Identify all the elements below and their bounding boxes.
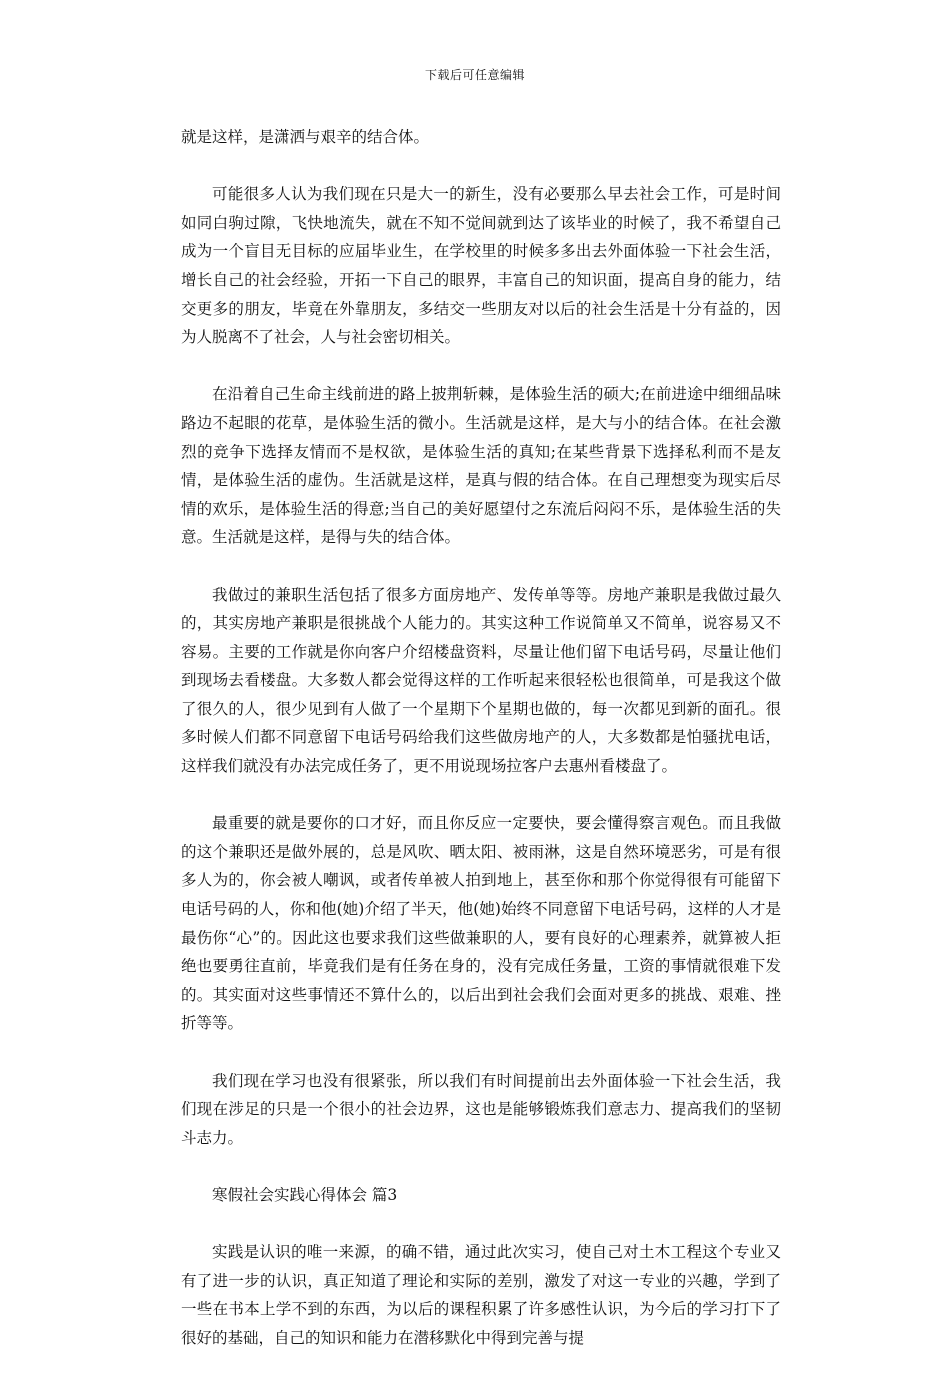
paragraph: 在沿着自己生命主线前进的路上披荆斩棘，是体验生活的硕大;在前进途中细细品味路边不起眼的花草，是体验生活的微小。生活就是这样，是大与小的结合体。在社会激烈的竞争下选择友情而不是权欲，是体验生活的真知;在某些背景下选择私利而不是友情，是体验生活的虚伪。生活就是这样，是真与假的结合体。在自己理想变为现实后尽情的欢乐，是体验生活的得意;当自己的美好愿望付之东流后闷闷不乐，是体验生活的失意。生活就是这样，是得与失的结合体。 [181,385,781,547]
document-body [181,123,781,1381]
section-heading: 寒假社会实践心得体会 篇3 [212,1185,398,1204]
paragraph: 实践是认识的唯一来源，的确不错，通过此次实习，使自己对土木工程这个专业又有了进一步的认识，真正知道了理论和实际的差别，激发了对这一专业的兴趣，学到了一些在书本上学不到的东西，为以后的课程积累了许多感性认识，为今后的学习打下了很好的基础，自己的知识和能力在潜移默化中得到完善与提 [181,1243,781,1347]
header-note: 下载后可任意编辑 [424,68,525,82]
paragraph: 最重要的就是要你的口才好，而且你反应一定要快，要会懂得察言观色。而且我做的这个兼职还是做外展的，总是风吹、晒太阳、被雨淋，这是自然环境恶劣，可是有很多人为的，你会被人嘲讽，或者传单被人拍到地上，甚至你和那个你觉得很有可能留下电话号码的人，你和他(她)介绍了半天，他(她)始终不同意留下电话号码，这样的人才是最伤你“心”的。因此这也要求我们这些做兼职的人，要有良好的心理素养，就算被人拒绝也要勇往直前，毕竟我们是有任务在身的，没有完成任务量，工资的事情就很难下发的。其实面对这些事情还不算什么的，以后出到社会我们会面对更多的挑战、艰难、挫折等等。 [181,814,781,1033]
paragraph-continuation: 就是这样，是潇洒与艰辛的结合体。 [181,128,430,146]
paragraph: 我做过的兼职生活包括了很多方面房地产、发传单等等。房地产兼职是我做过最久的，其实房地产兼职是很挑战个人能力的。其实这种工作说简单又不简单，说容易又不容易。主要的工作就是你向客户介绍楼盘资料，尽量让他们留下电话号码，尽量让他们到现场去看楼盘。大多数人都会觉得这样的工作听起来很轻松也很简单，可是我这个做了很久的人，很少见到有人做了一个星期下个星期也做的，每一次都见到新的面孔。很多时候人们都不同意留下电话号码给我们这些做房地产的人，大多数都是怕骚扰电话，这样我们就没有办法完成任务了，更不用说现场拉客户去惠州看楼盘了。 [181,585,781,776]
paragraph: 我们现在学习也没有很紧张，所以我们有时间提前出去外面体验一下社会生活，我们现在涉足的只是一个很小的社会边界，这也是能够锻炼我们意志力、提高我们的坚韧斗志力。 [181,1071,781,1147]
paragraph: 可能很多人认为我们现在只是大一的新生，没有必要那么早去社会工作，可是时间如同白驹过隙，飞快地流失，就在不知不觉间就到达了该毕业的时候了，我不希望自己成为一个盲目无目标的应届毕业生，在学校里的时候多多出去外面体验一下社会生活，增长自己的社会经验，开拓一下自己的眼界，丰富自己的知识面，提高自身的能力，结交更多的朋友，毕竟在外靠朋友，多结交一些朋友对以后的社会生活是十分有益的，因为人脱离不了社会，人与社会密切相关。 [181,185,781,347]
